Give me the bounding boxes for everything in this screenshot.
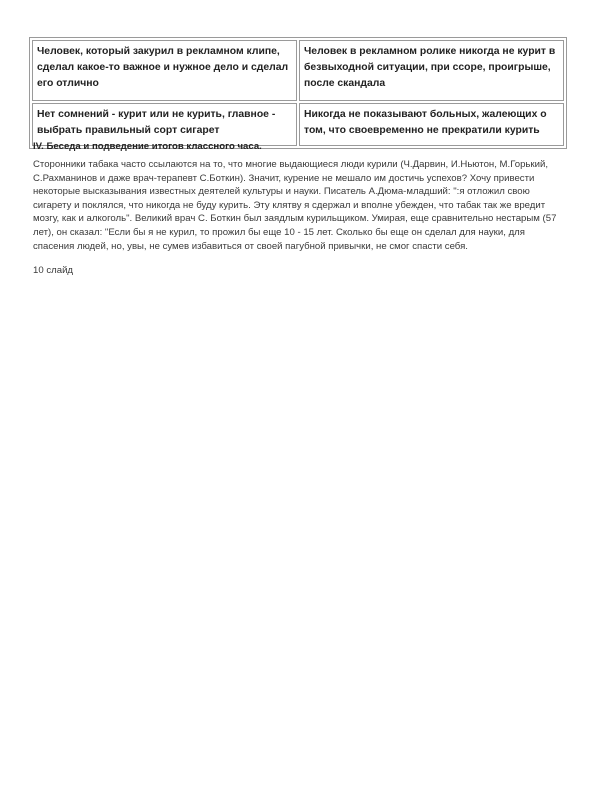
table-row xyxy=(32,40,564,101)
slide-label: 10 слайд xyxy=(33,265,74,276)
table-cell-left: Человек, который закурил в рекламном клипе, сделал какое-то важное и нужное дело и сделал его отлично xyxy=(32,40,297,101)
advertising-comparison-table xyxy=(29,37,567,149)
section-heading: IV. Беседа и подведение итогов классного часа. xyxy=(33,141,262,152)
table-cell-left: Нет сомнений - курит или не курить, главное - выбрать правильный сорт сигарет xyxy=(32,103,297,146)
body-paragraph: Сторонники табака часто ссылаются на то, что многие выдающиеся люди курили (Ч.Дарвин, И.Ньютон, М.Горький, С.Рахманинов и даже врач-терапевт С.Боткин). Значит, курение не мешало им достичь успехов? Хочу привести некоторые высказывания известных деятелей культуры и науки. Писатель А.Дюма-младший: ":я отложил свою сигарету и поклялся, что никогда не буду курить. Эту клятву я сдержал и вполне убежден, что табак так же вредит мозгу, как и алкоголь". Великий врач С. Боткин был заядлым курильщиком. Умирая, еще сравнительно нестарым (57 лет), он сказал: "Если бы я не курил, то прожил бы еще 10 - 15 лет. Сколько бы еще он сделал для науки, для спасения людей, но, увы, не сумев избавиться от своей пагубной привычки, не смог спасти себя. xyxy=(33,159,557,252)
table-row xyxy=(32,103,564,146)
table-cell-right: Никогда не показывают больных, жалеющих о том, что своевременно не прекратили курить xyxy=(299,103,564,146)
table-cell-right: Человек в рекламном ролике никогда не курит в безвыходной ситуации, при ссоре, проигрыше, после скандала xyxy=(299,40,564,101)
